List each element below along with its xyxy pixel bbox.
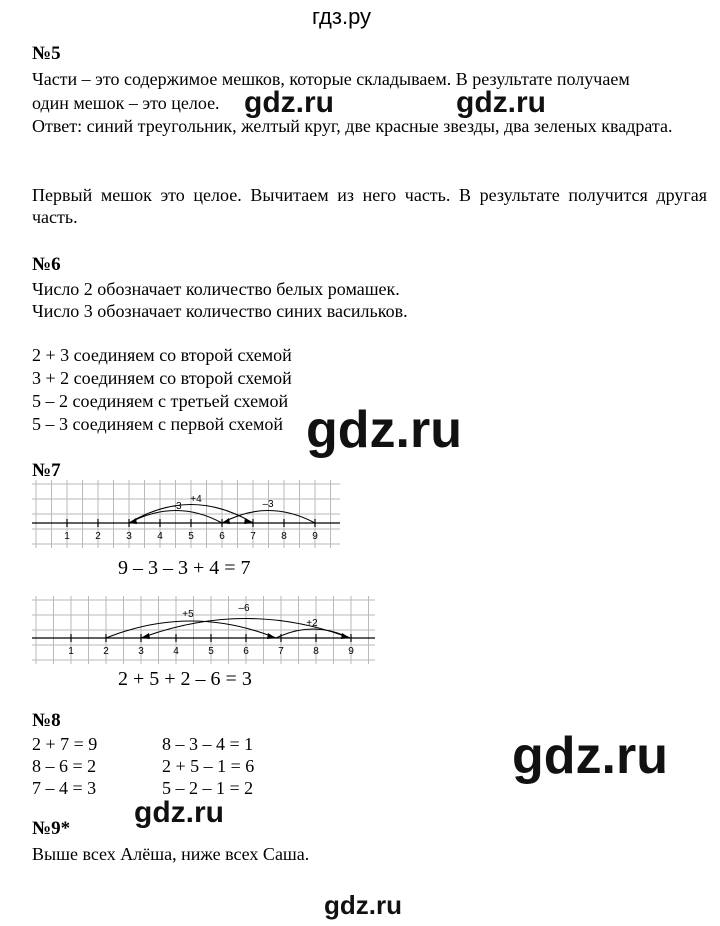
section-5-text-line-1: Части – это содержимое мешков, которые складываем. В результате получаем [32,69,630,89]
section-8-col1-row2: 8 – 6 = 2 [32,756,97,776]
section-8-col2-row1: 8 – 3 – 4 = 1 [162,734,254,754]
section-6-heading: №6 [32,254,61,275]
tick-label: 7 [250,531,256,542]
tick-label: 1 [68,646,74,657]
section-5-text-line-2: один мешок – это целое. [32,93,220,113]
arc-label: –3 [262,499,274,510]
tick-label: 3 [138,646,144,657]
section-8-col1-row3: 7 – 4 = 3 [32,778,97,798]
section-5-answer: Ответ: синий треугольник, желтый круг, две красные звезды, два зеленых квадрата. [32,116,673,136]
watermark: gdz.ru [244,86,334,119]
arc-label: –3 [170,501,182,512]
section-9-heading: №9* [32,818,71,839]
arc-label: +5 [182,609,194,620]
arc-label: +2 [306,618,318,629]
section-6-line-2: Число 3 обозначает количество синих васильков. [32,301,408,321]
tick-label: 1 [64,531,70,542]
tick-label: 5 [208,646,214,657]
number-line-2 [30,594,380,669]
section-6-match-2: 3 + 2 соединяем со второй схемой [32,368,292,388]
tick-label: 8 [281,531,287,542]
section-9-text: Выше всех Алёша, ниже всех Саша. [32,844,310,864]
tick-label: 2 [95,531,101,542]
section-6-line-1: Число 2 обозначает количество белых ромашек. [32,279,400,299]
arc-label: +4 [190,494,202,505]
equation-1: 9 – 3 – 3 + 4 = 7 [118,557,251,579]
section-8-heading: №8 [32,710,61,731]
section-7-heading: №7 [32,460,61,481]
arc-label: –6 [238,603,250,614]
section-8-col2-row2: 2 + 5 – 1 = 6 [162,756,255,776]
section-8-col1-row1: 2 + 7 = 9 [32,734,98,754]
watermark: gdz.ru [512,727,668,785]
site-header: гдз.ру [312,4,372,29]
tick-label: 9 [348,646,354,657]
section-8-col2-row3: 5 – 2 – 1 = 2 [162,778,254,798]
watermark: gdz.ru [306,401,462,459]
section-6-match-3: 5 – 2 соединяем с третьей схемой [32,391,289,411]
equation-2: 2 + 5 + 2 – 6 = 3 [118,668,252,690]
tick-label: 4 [157,531,163,542]
tick-label: 7 [278,646,284,657]
tick-label: 5 [188,531,194,542]
tick-label: 6 [219,531,225,542]
section-5-heading: №5 [32,43,61,64]
number-line-1 [30,478,350,553]
tick-label: 8 [313,646,319,657]
tick-label: 2 [103,646,109,657]
watermark: gdz.ru [456,86,546,119]
footer-watermark: gdz.ru [324,890,402,920]
watermark: gdz.ru [134,796,224,829]
tick-label: 9 [312,531,318,542]
section-5-paragraph-2: Первый мешок это целое. Вычитаем из него часть. В результате получится другая часть. [32,185,707,227]
tick-label: 3 [126,531,132,542]
section-6-match-1: 2 + 3 соединяем со второй схемой [32,345,292,365]
tick-label: 6 [243,646,249,657]
tick-label: 4 [173,646,179,657]
section-6-match-4: 5 – 3 соединяем с первой схемой [32,414,283,434]
